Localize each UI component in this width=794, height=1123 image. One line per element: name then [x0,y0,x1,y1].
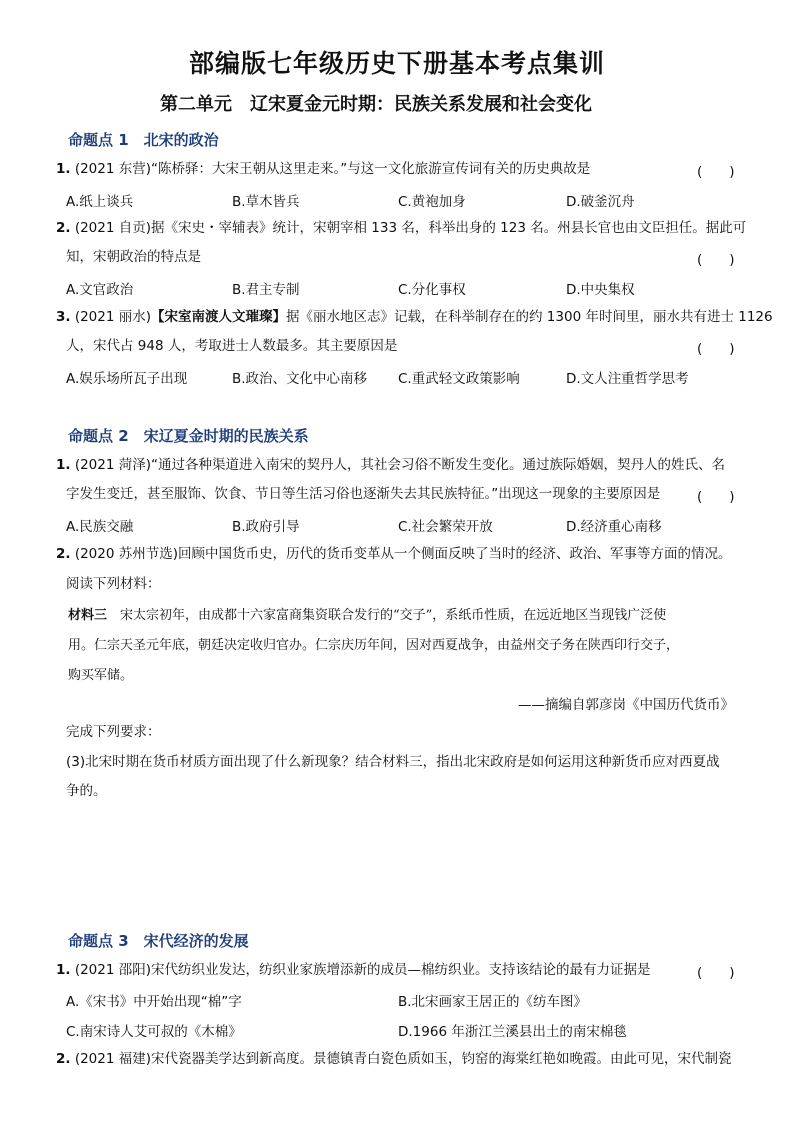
answer-paren: ( ) [697,489,735,505]
question-number: 1. [56,962,71,978]
option-c: C.重武轻文政策影响 [398,371,520,387]
section-heading-1: 命题点 1 北宋的政治 [68,131,219,149]
option-d: D.中央集权 [566,282,635,298]
answer-paren: ( ) [697,164,735,180]
material-line-3: 购买军储。 [68,668,134,683]
answer-paren: ( ) [697,965,735,981]
question-text: (2021 福建)宋代瓷器美学达到新高度。景德镇青白瓷色质如玉，钧窑的海棠红艳如晚霞。由此可见，宋代制瓷 [74,1051,732,1067]
question-2-2 [56,545,732,563]
requirement-label: 完成下列要求： [66,724,161,740]
option-d: D.1966 年浙江兰溪县出土的南宋棉毯 [398,1024,627,1040]
answer-paren: ( ) [697,341,735,357]
option-c: C.黄袍加身 [398,194,466,210]
question-text: (2020 苏州节选)回顾中国货币史，历代的货币变革从一个侧面反映了当时的经济、政治、军事等方面的情况。 [74,546,732,562]
question-text: (2021 邵阳)宋代纺织业发达，纺织业家族增添新的成员—棉纺织业。支持该结论的最有力证据是 [74,962,651,978]
option-c: C.分化事权 [398,282,466,298]
option-a: A.《宋书》中开始出现“棉”字 [66,994,242,1010]
option-b: B.北宋画家王居正的《纺车图》 [398,994,588,1010]
question-number: 1. [56,161,71,177]
option-c: C.南宋诗人艾可叔的《木棉》 [66,1024,242,1040]
question-number: 1. [56,457,71,473]
question-2-1 [56,456,725,474]
material-line-1 [68,604,666,623]
option-a: A.民族交融 [66,519,134,535]
question-source: (2021 丽水) [74,309,152,325]
section-heading-2: 命题点 2 宋辽夏金时期的民族关系 [68,427,309,445]
question-text-cont: 知，宋朝政治的特点是 [66,249,201,265]
question-text: (2021 自贡)据《宋史・宰辅表》统计，宋朝宰相 133 名，科举出身的 123 名。州县长官也由文臣担任。据此可 [74,220,747,236]
question-number: 3. [56,309,71,325]
question-text: 据《丽水地区志》记载，在科举制存在的约 1300 年时间里，丽水共有进士 1126 [286,309,773,325]
answer-paren: ( ) [697,252,735,268]
question-number: 2. [56,220,71,236]
question-number: 2. [56,1051,71,1067]
material-line-2: 用。仁宗天圣元年底，朝廷决定收归官办。仁宗庆历年间，因对西夏战争，由益州交子务在陕西印行交子， [68,638,680,653]
material-text: 宋太宗初年，由成都十六家富商集资联合发行的“交子”，系纸币性质，在远近地区当现钱广泛使 [107,608,667,623]
question-number: 2. [56,546,71,562]
option-d: D.破釜沉舟 [566,194,635,210]
question-3-1 [56,961,651,979]
question-text-cont: 字发生变迁，甚至服饰、饮食、节日等生活习俗也逐渐失去其民族特征。”出现这一现象的主要原因是 [66,486,661,502]
material-source: ——摘编自郭彦岗《中国历代货币》 [518,697,734,713]
question-tag: 【宋室南渡人文璀璨】 [151,309,287,325]
option-b: B.政府引导 [232,519,300,535]
option-b: B.君主专制 [232,282,300,298]
question-1-1 [56,160,590,178]
option-a: A.纸上谈兵 [66,194,134,210]
section-heading-3: 命题点 3 宋代经济的发展 [68,932,249,950]
option-b: B.草木皆兵 [232,194,300,210]
question-3-2 [56,1050,732,1068]
page-title: 部编版七年级历史下册基本考点集训 [188,49,605,78]
option-d: D.文人注重哲学思考 [566,371,689,387]
option-c: C.社会繁荣开放 [398,519,493,535]
option-a: A.文官政治 [66,282,134,298]
sub-question-3-cont: 争的。 [66,783,107,799]
option-a: A.娱乐场所瓦子出现 [66,371,188,387]
question-1-3 [56,308,773,326]
material-label: 材料三 [68,607,108,622]
unit-subtitle: 第二单元 辽宋夏金元时期：民族关系发展和社会变化 [160,94,592,115]
question-text-cont: 阅读下列材料： [66,576,161,592]
sub-question-3: (3)北宋时期在货币材质方面出现了什么新现象？结合材料三，指出北宋政府是如何运用这种新货币应对西夏战 [66,754,720,770]
question-text: (2021 菏泽)“通过各种渠道进入南宋的契丹人，其社会习俗不断发生变化。通过族际婚姻，契丹人的姓氏、名 [74,457,726,473]
question-text-cont: 人，宋代占 948 人，考取进士人数最多。其主要原因是 [66,338,398,354]
question-text: (2021 东营)“陈桥驿：大宋王朝从这里走来。”与这一文化旅游宣传词有关的历史典故是 [74,161,591,177]
question-1-2 [56,219,746,237]
option-d: D.经济重心南移 [566,519,662,535]
option-b: B.政治、文化中心南移 [232,371,368,387]
